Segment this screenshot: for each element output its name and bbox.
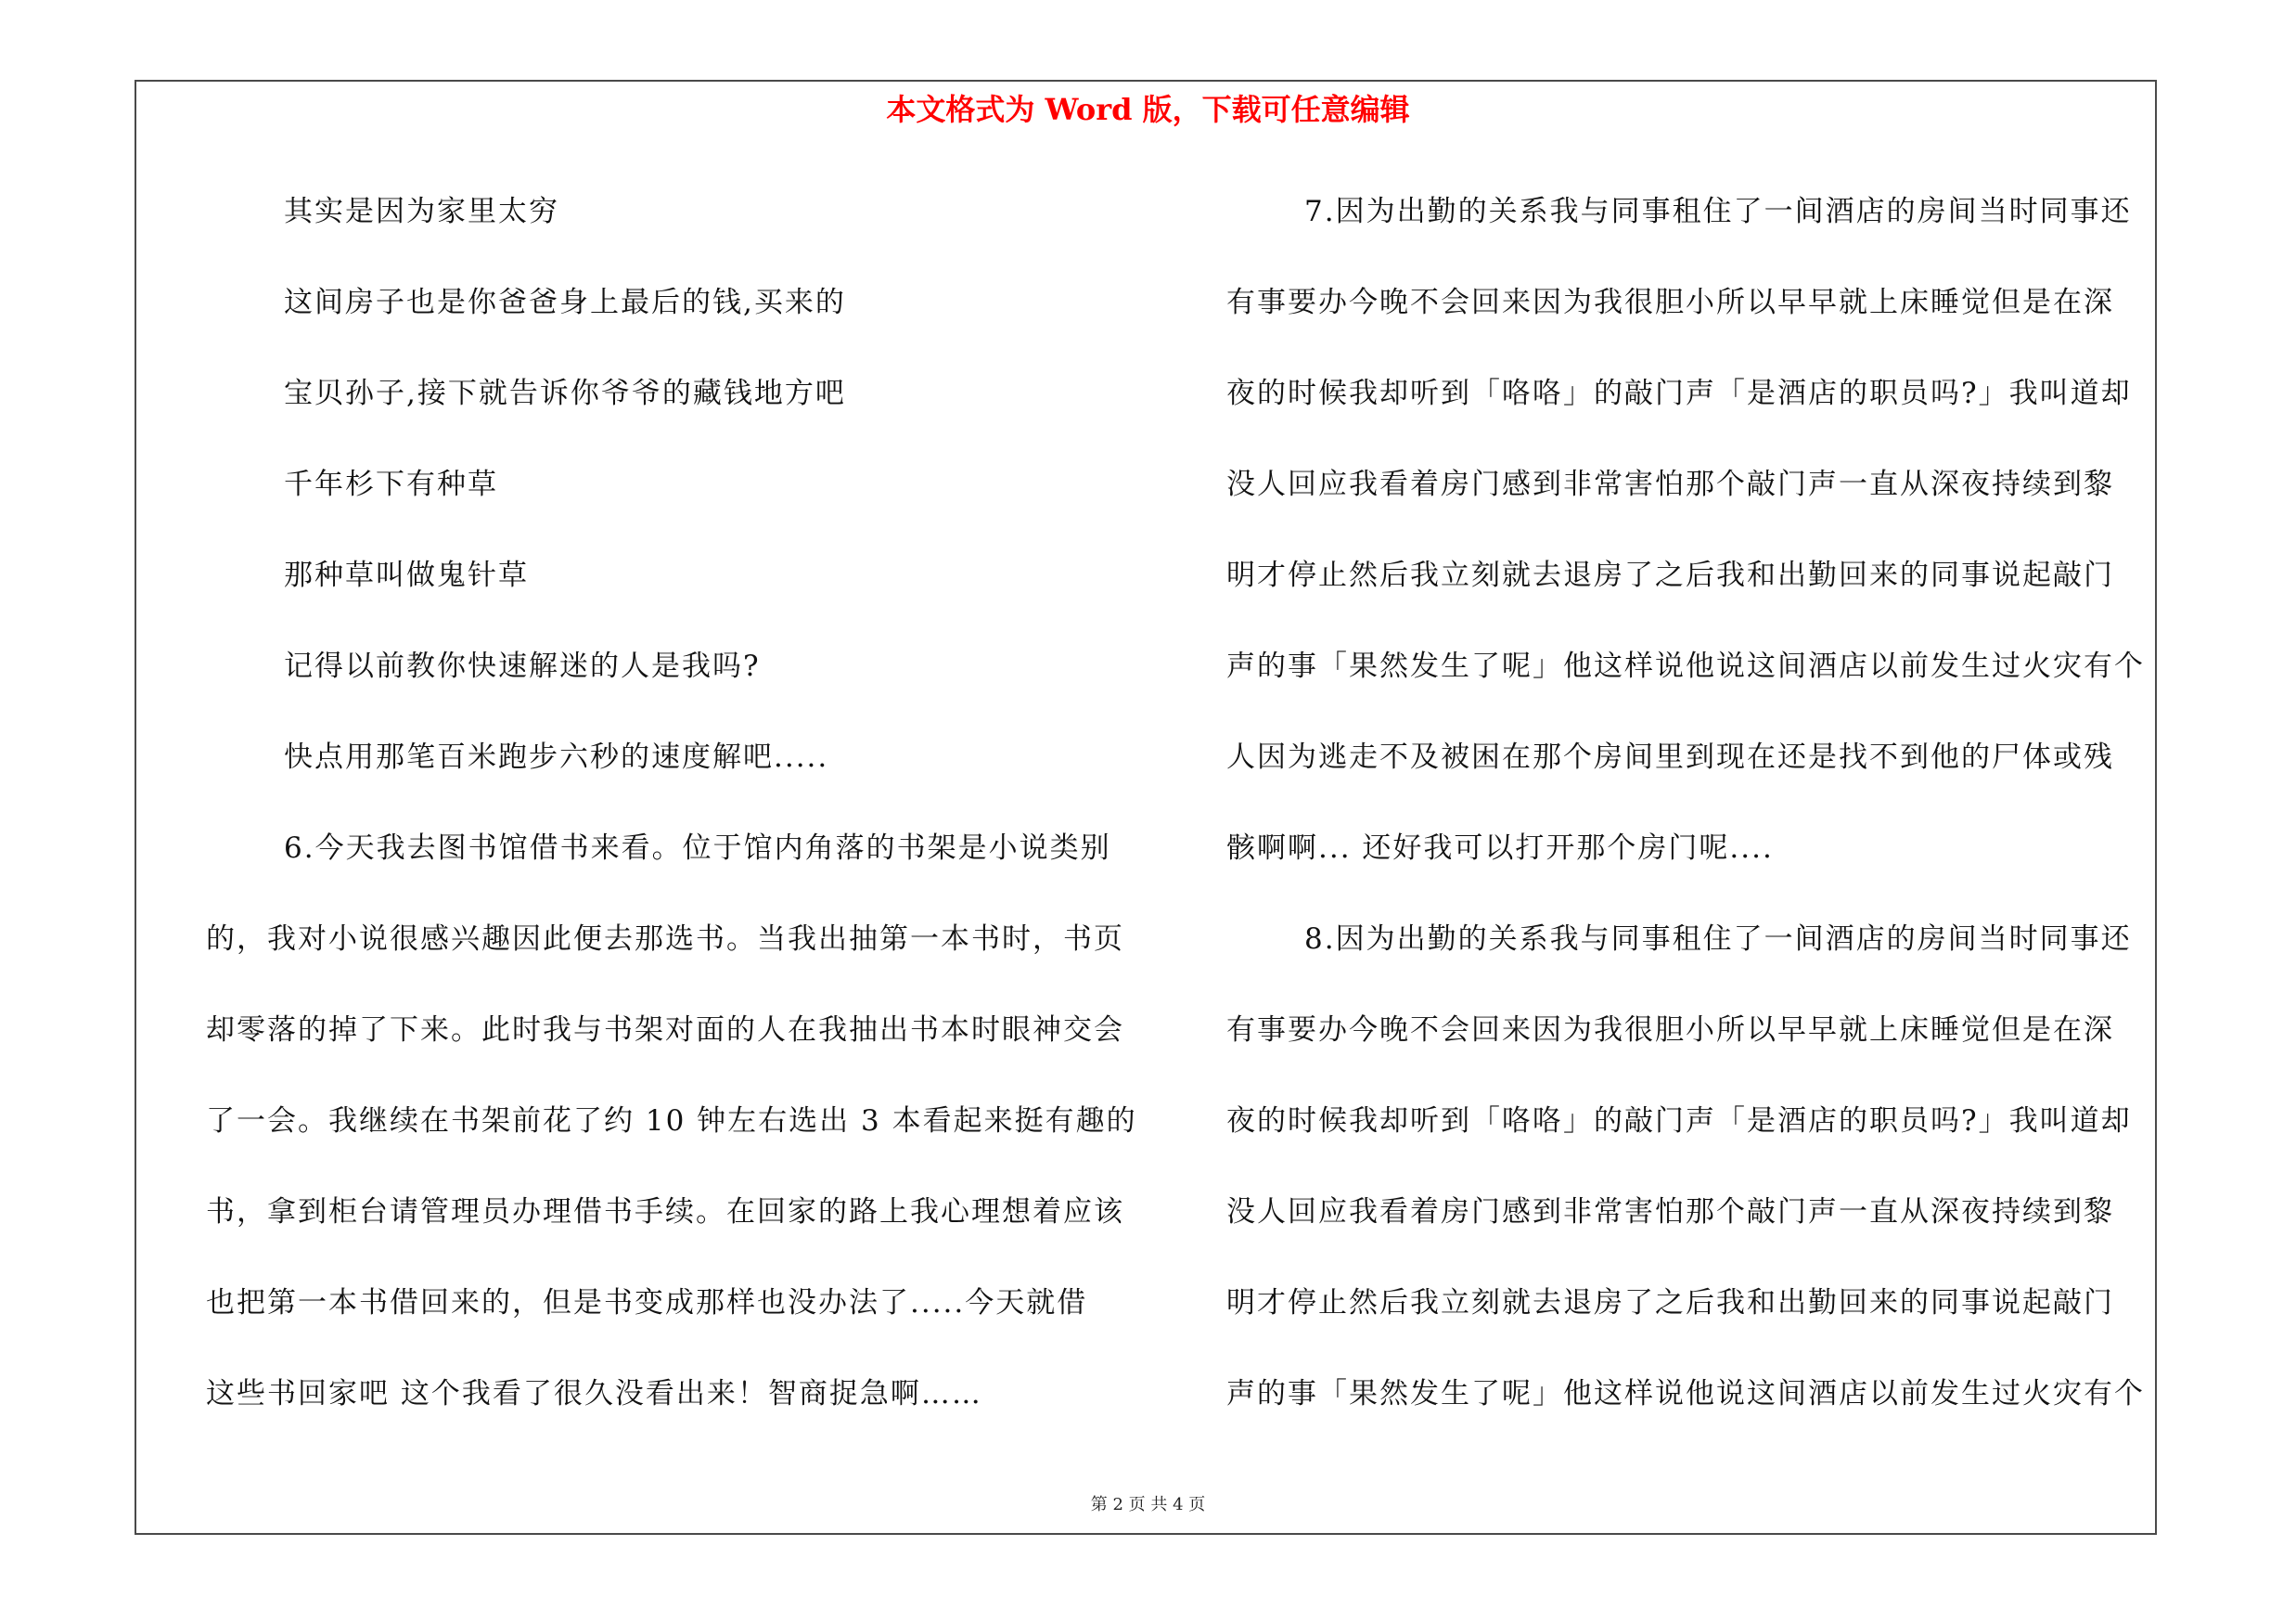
text-line: 宝贝孙子,接下就告诉你爷爷的藏钱地方吧 [284,377,846,410]
paragraph-start: 7.因为出勤的关系我与同事租住了一间酒店的房间当时同事还 [1304,195,2132,228]
paragraph-start: 6.今天我去图书馆借书来看。位于馆内角落的书架是小说类别 [284,831,1111,865]
text-line: 人因为逃走不及被困在那个房间里到现在还是找不到他的尸体或残 [1226,741,2114,774]
text-line: 明才停止然后我立刻就去退房了之后我和出勤回来的同事说起敲门 [1226,1286,2114,1320]
text-line: 了一会。我继续在书架前花了约 10 钟左右选出 3 本看起来挺有趣的 [206,1104,1137,1138]
text-line: 书，拿到柜台请管理员办理借书手续。在回家的路上我心理想着应该 [206,1195,1124,1229]
text-line: 这些书回家吧 这个我看了很久没看出来！智商捉急啊…… [206,1377,982,1410]
text-line: 有事要办今晚不会回来因为我很胆小所以早早就上床睡觉但是在深 [1226,1013,2114,1047]
text-line: 有事要办今晚不会回来因为我很胆小所以早早就上床睡觉但是在深 [1226,286,2114,319]
text-line: 没人回应我看着房门感到非常害怕那个敲门声一直从深夜持续到黎 [1226,1195,2114,1229]
text-line: 声的事「果然发生了呢」他这样说他说这间酒店以前发生过火灾有个 [1226,650,2145,683]
text-line: 夜的时候我却听到「咯咯」的敲门声「是酒店的职员吗?」我叫道却 [1226,377,2132,410]
text-line: 这间房子也是你爸爸身上最后的钱,买来的 [284,286,846,319]
text-line: 千年杉下有种草 [284,468,498,501]
left-column [206,182,1137,1455]
text-line: 其实是因为家里太穷 [284,195,559,228]
text-line: 声的事「果然发生了呢」他这样说他说这间酒店以前发生过火灾有个 [1226,1377,2145,1410]
text-line: 夜的时候我却听到「咯咯」的敲门声「是酒店的职员吗?」我叫道却 [1226,1104,2132,1138]
text-line: 的，我对小说很感兴趣因此便去那选书。当我出抽第一本书时，书页 [206,922,1124,956]
text-line: 没人回应我看着房门感到非常害怕那个敲门声一直从深夜持续到黎 [1226,468,2114,501]
text-line: 记得以前教你快速解迷的人是我吗? [284,650,761,683]
text-line: 快点用那笔百米跑步六秒的速度解吧..... [284,741,829,774]
text-line: 骸啊啊... 还好我可以打开那个房门呢.... [1226,831,1774,865]
text-line: 明才停止然后我立刻就去退房了之后我和出勤回来的同事说起敲门 [1226,559,2114,592]
paragraph-start: 8.因为出勤的关系我与同事租住了一间酒店的房间当时同事还 [1304,922,2132,956]
page-number: 第 2 页 共 4 页 [1090,1495,1206,1514]
page-header: 本文格式为 Word 版，下载可任意编辑 [886,92,1410,127]
text-line: 那种草叫做鬼针草 [284,559,529,592]
text-line: 也把第一本书借回来的，但是书变成那样也没办法了.....今天就借 [206,1286,1088,1320]
text-line: 却零落的掉了下来。此时我与书架对面的人在我抽出书本时眼神交会 [206,1013,1124,1047]
right-column [1226,182,2154,1455]
